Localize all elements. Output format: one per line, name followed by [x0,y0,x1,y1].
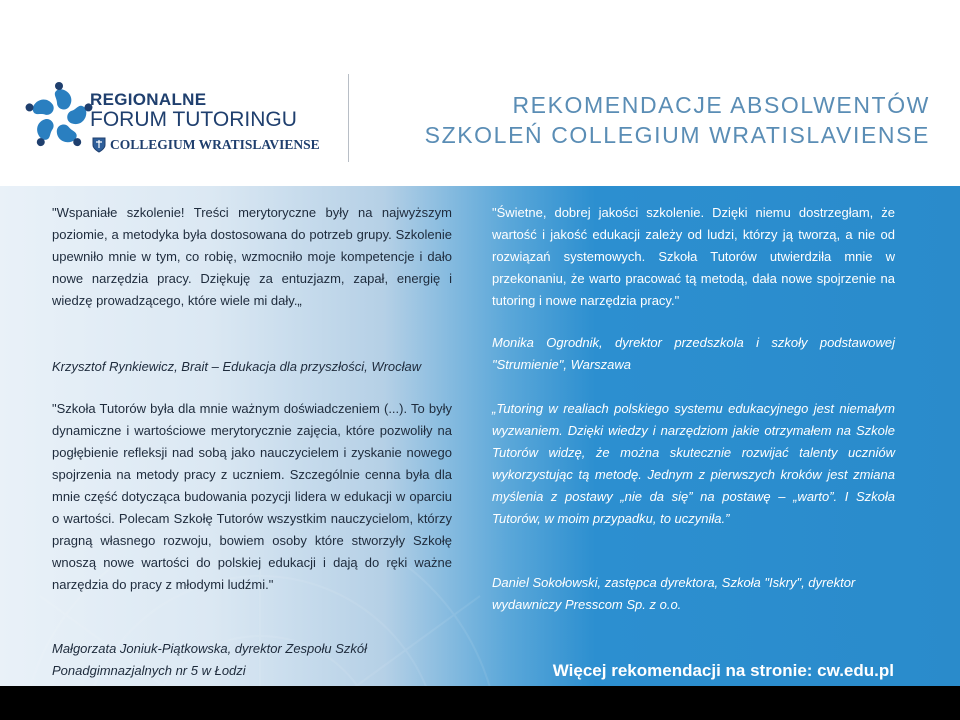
more-recommendations-link[interactable]: Więcej rekomendacji na stronie: cw.edu.pl [552,661,894,680]
header-divider [348,74,349,162]
title-line-2: SZKOLEŃ COLLEGIUM WRATISLAVIENSE [424,122,930,148]
forum-logo-icon [24,82,94,152]
testimonial-3-author: Monika Ogrodnik, dyrektor przedszkola i szkoły podstawowej "Strumienie", Warszawa [492,335,895,372]
testimonial-4-text: „Tutoring w realiach polskiego systemu edukacyjnego jest niemałym wyzwaniem. Dzięki wiedzy i narzędziom jakie otrzymałem na Szkole Tutorów widzę, że można skutecznie rozwijać talenty uczniów wykorzystując tą metodę. Jednym z pierwszych kroków jest zmiana myślenia z postawy „nie da się” na postawę – „warto”. I Szkoła Tutorów, w moim przypadku, to uczyniła.” [492,401,895,526]
logo-line-3: COLLEGIUM WRATISLAVIENSE [110,137,320,152]
testimonial-1-author: Krzysztof Rynkiewicz, Brait – Edukacja dla przyszłości, Wrocław [52,359,422,374]
header [0,0,960,186]
logo-line-1: REGIONALNE [90,90,207,109]
testimonial-2-text: "Szkoła Tutorów była dla mnie ważnym doświadczeniem (...). To były dynamiczne i wartościowe merytorycznie zajęcia, które pozwoliły na pogłębienie refleksji nad sobą jako nauczycielem i zyskanie nowego spojrzenia na metody pracy z uczniem. Szczególnie cenna była dla mnie część dotycząca budowania pozycji lidera w edukacji w oparciu o wartości. Polecam Szkołę Tutorów wszystkim nauczycielom, którzy pragną własnego rozwoju, bowiem osoby które stworzyły Szkołę wnoszą nowe wartości do polskiej edukacji i dają do ręki ważne narzędzia do pracy z młodymi ludźmi." [52,401,452,592]
testimonial-1-text: "Wspaniałe szkolenie! Treści merytoryczne były na najwyższym poziomie, a metodyka była dostosowana do potrzeb grupy. Szkolenie upewniło mnie w tym, co robię, wzmocniło moje kompetencje i dało nowe narzędzia pracy. Dziękuję za entuzjazm, zapał, energię i wiedzę prowadzącego, które wiele mi dały.„ [52,205,452,308]
testimonial-3-text: "Świetne, dobrej jakości szkolenie. Dzięki niemu dostrzegłam, że wartość i jakość edukacji zależy od ludzi, którzy ją tworzą, a nie od rozwiązań systemowych. Szkoła Tutorów utwierdziła mnie w przekonaniu, że warto pracować tą metodą, dała nowe spojrzenie na tutoring i nowe narzędzia pracy." [492,205,895,308]
title-line-1: REKOMENDACJE ABSOLWENTÓW [512,92,930,118]
bottom-band [0,686,960,720]
testimonial-4-author: Daniel Sokołowski, zastępca dyrektora, Szkoła "Iskry", dyrektor wydawniczy Presscom Sp. z o.o. [492,575,856,612]
logo-line-2: FORUM TUTORINGU [90,108,297,131]
testimonial-2-author: Małgorzata Joniuk-Piątkowska, dyrektor Zespołu Szkół Ponadgimnazjalnych nr 5 w Łodzi [52,641,368,678]
logo [22,78,322,164]
shield-icon [92,137,106,153]
page-title [425,90,930,150]
